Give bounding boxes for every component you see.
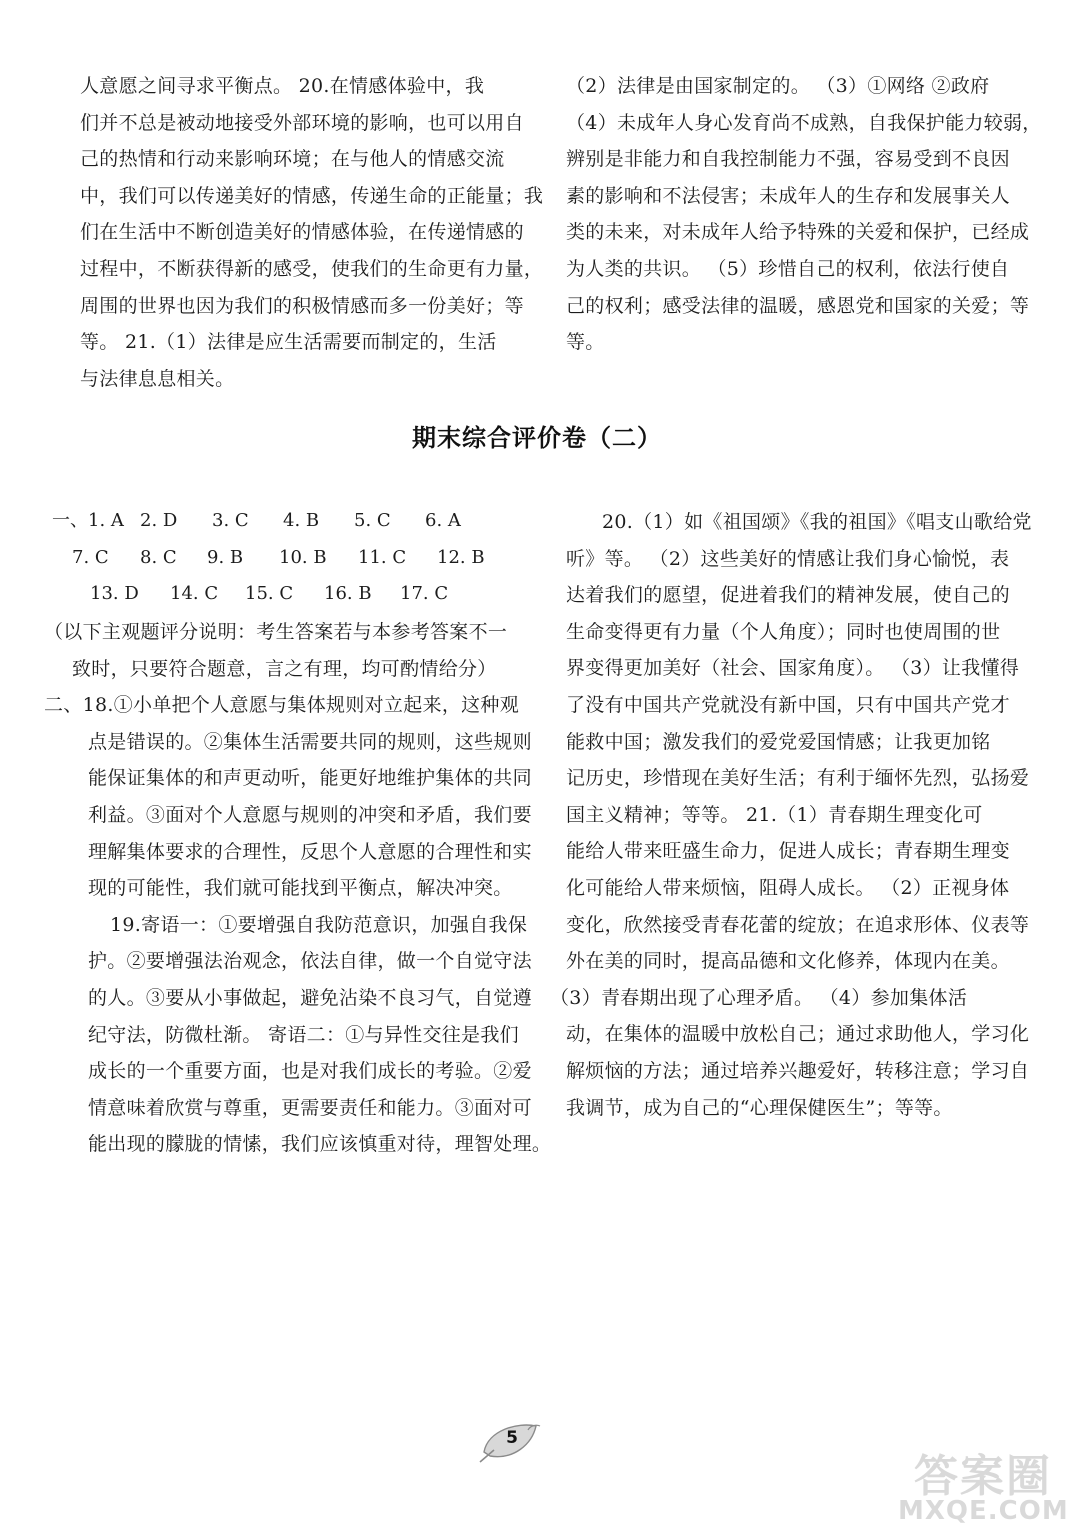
text-line: 己的热情和行动来影响环境；在与他人的情感交流 — [80, 148, 505, 171]
text-line: 周围的世界也因为我们的积极情感而多一份美好；等 — [80, 294, 524, 317]
mc-answer: 13. D — [90, 583, 139, 604]
mc-answers-row-2 — [52, 540, 512, 576]
mc-answer: 8. C — [140, 547, 177, 568]
mc-answers-row-1 — [52, 503, 512, 539]
watermark-logo — [898, 1440, 1068, 1532]
top-left-column — [80, 68, 544, 397]
text-line: （4）未成年人身心发育尚不成熟，自我保护能力较弱， — [566, 111, 1042, 134]
mc-answer: 5. C — [354, 510, 391, 531]
mc-answer: 2. D — [140, 510, 178, 531]
text-line: 我调节，成为自己的“心理保健医生”；等等。 — [566, 1096, 953, 1119]
text-line: 成长的一个重要方面，也是对我们成长的考验。②爱 — [88, 1060, 532, 1083]
text-line: 能保证集体的和声更动听，能更好地维护集体的共同 — [88, 767, 532, 790]
top-right-column — [566, 68, 1042, 361]
text-line: 素的影响和不法侵害；未成年人的生存和发展事关人 — [566, 184, 1010, 207]
text-line: 能救中国；激发我们的爱党爱国情感；让我更加铭 — [566, 730, 991, 753]
mc-answer: 10. B — [279, 547, 327, 568]
text-line: 过程中，不断获得新的感受，使我们的生命更有力量， — [80, 257, 544, 280]
mc-answer: 15. C — [245, 583, 294, 604]
text-line: 类的未来，对未成年人给予特殊的关爱和保护，已经成 — [566, 221, 1030, 244]
text-line: 动，在集体的温暖中放松自己；通过求助他人，学习化 — [566, 1023, 1030, 1046]
text-line: 为人类的共识。 （5）珍惜自己的权利，依法行使自 — [566, 257, 1010, 280]
text-line: 等。 — [566, 331, 605, 354]
mc-answer: 一、1. A — [52, 510, 124, 531]
mc-answer: 14. C — [170, 583, 219, 604]
text-line: 现的可能性，我们就可能找到平衡点，解决冲突。 — [88, 877, 513, 900]
text-line: 20.（1）如《祖国颂》《我的祖国》《唱支山歌给党 — [602, 511, 1032, 533]
text-line: 利益。③面对个人意愿与规则的冲突和矛盾，我们要 — [88, 803, 532, 826]
text-line: 国主义精神；等等。 21.（1）青春期生理变化可 — [566, 803, 983, 826]
text-line: 记历史，珍惜现在美好生活；有利于缅怀先烈，弘扬爱 — [566, 767, 1030, 790]
text-line: 了没有中国共产党就没有新中国，只有中国共产党才 — [566, 693, 1010, 716]
mc-answer: 3. C — [212, 510, 249, 531]
text-line: 己的权利；感受法律的温暖，感恩党和国家的关爱；等 — [566, 294, 1030, 317]
text-line: 19.寄语一：①要增强自我防范意识，加强自我保 — [110, 913, 528, 936]
section-title: 期末综合评价卷（二） — [412, 424, 662, 452]
text-line: 人意愿之间寻求平衡点。 20.在情感体验中，我 — [80, 75, 485, 97]
text-line: 点是错误的。②集体生活需要共同的规则，这些规则 — [88, 730, 532, 753]
text-line: 解烦恼的方法；通过培养兴趣爱好，转移注意；学习自 — [566, 1059, 1030, 1082]
text-line: （3）青春期出现了心理矛盾。 （4）参加集体活 — [550, 986, 968, 1009]
text-line: 护。②要增强法治观念，依法自律，做一个自觉守法 — [88, 950, 532, 973]
text-line: （2）法律是由国家制定的。 （3）①网络 ②政府 — [566, 75, 990, 97]
text-line: 致时，只要符合题意，言之有理，均可酌情给分） — [72, 657, 497, 680]
text-line: 们在生活中不断创造美好的情感体验，在传递情感的 — [80, 221, 524, 244]
mc-answer: 11. C — [358, 547, 407, 568]
watermark-url: MXQE.COM — [898, 1496, 1069, 1526]
mc-answer: 17. C — [400, 583, 449, 604]
text-line: 的人。③要从小事做起，避免沾染不良习气，自觉遵 — [88, 986, 532, 1009]
text-line: 情意味着欣赏与尊重，更需要责任和能力。③面对可 — [88, 1096, 532, 1119]
bottom-right-column — [550, 504, 1032, 1126]
watermark-title: 答案圈 — [914, 1451, 1052, 1502]
text-line: 能出现的朦胧的情愫，我们应该慎重对待，理智处理。 — [88, 1133, 552, 1156]
mc-answer: 16. B — [324, 583, 372, 604]
mc-answer: 7. C — [72, 547, 109, 568]
text-line: 外在美的同时，提高品德和文化修养，体现内在美。 — [566, 950, 1010, 973]
text-line: 界变得更加美好（社会、国家角度）。 （3）让我懂得 — [566, 657, 1020, 680]
text-line: 听》等。 （2）这些美好的情感让我们身心愉悦，表 — [566, 547, 1010, 570]
mc-answer: 6. A — [425, 510, 461, 531]
text-line: （以下主观题评分说明：考生答案若与本参考答案不一 — [44, 621, 508, 643]
text-line: 们并不总是被动地接受外部环境的影响，也可以用自 — [80, 111, 524, 134]
page-number-badge — [478, 1418, 542, 1464]
text-line: 化可能给人带来烦恼，阻碍人成长。 （2）正视身体 — [566, 876, 1010, 899]
mc-answer: 9. B — [207, 547, 244, 568]
text-line: 理解集体要求的合理性，反思个人意愿的合理性和实 — [88, 840, 532, 863]
mc-answer: 12. B — [437, 547, 485, 568]
page-number: 5 — [506, 1428, 518, 1448]
text-line: 变化，欣然接受青春花蕾的绽放；在追求形体、仪表等 — [566, 913, 1030, 936]
text-line: 等。 21.（1）法律是应生活需要而制定的，生活 — [80, 331, 497, 354]
mc-answer: 4. B — [283, 510, 320, 531]
text-line: 中，我们可以传递美好的情感，传递生命的正能量；我 — [80, 184, 544, 207]
text-line: 达着我们的愿望，促进着我们的精神发展，使自己的 — [566, 584, 1010, 607]
text-line: 二、18.①小单把个人意愿与集体规则对立起来，这种观 — [44, 694, 520, 717]
text-line: 与法律息息相关。 — [80, 367, 235, 390]
text-line: 纪守法，防微杜渐。 寄语二：①与异性交往是我们 — [88, 1023, 519, 1046]
text-line: 生命变得更有力量（个人角度）；同时也使周围的世 — [566, 620, 1001, 643]
mc-answers-row-3 — [52, 576, 512, 612]
text-line: 辨别是非能力和自我控制能力不强，容易受到不良因 — [566, 148, 1010, 171]
bottom-left-column — [44, 614, 552, 1163]
text-line: 能给人带来旺盛生命力，促进人成长；青春期生理变 — [566, 840, 1010, 863]
